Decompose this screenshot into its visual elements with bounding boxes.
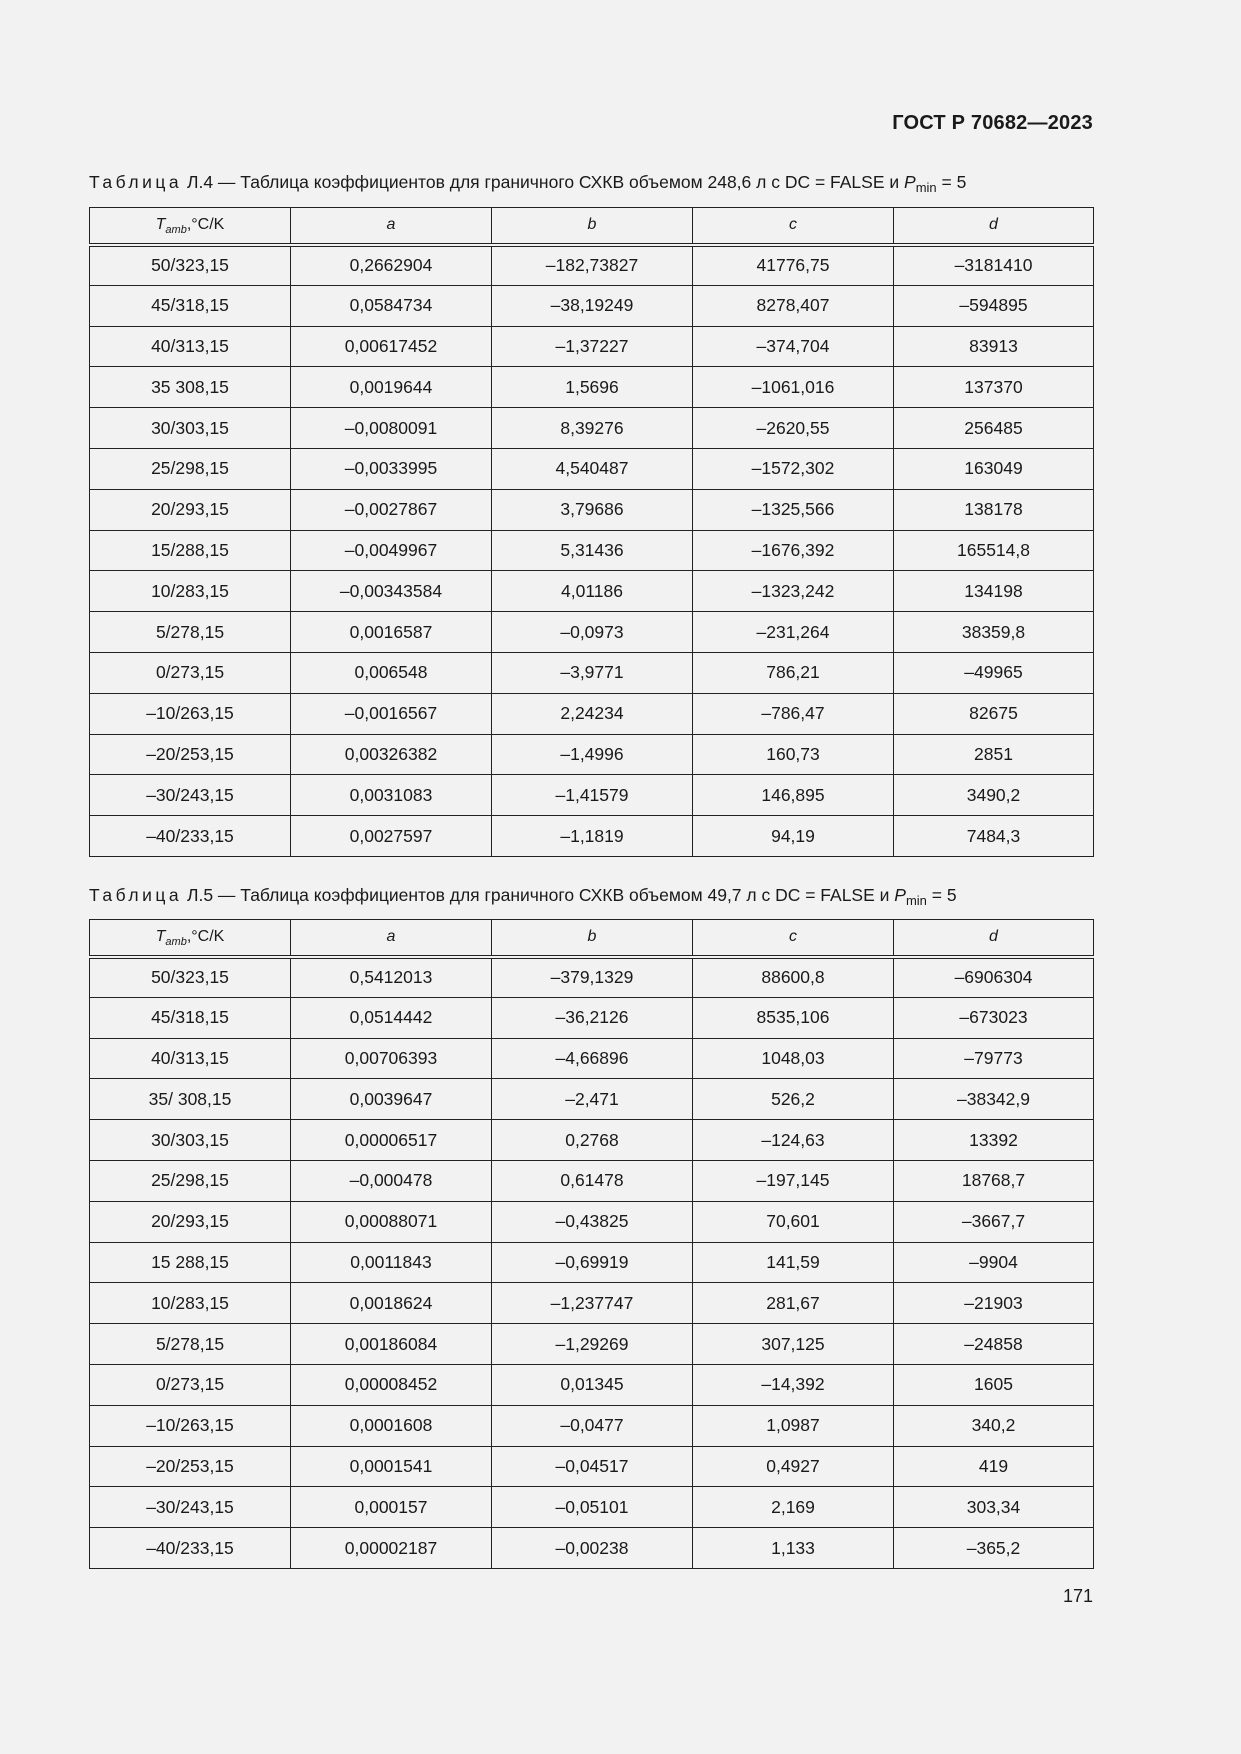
column-header-t: [90, 920, 291, 957]
cell-b: 0,2768: [492, 1120, 693, 1161]
table-row: [90, 1079, 1094, 1120]
column-header-a: a: [291, 920, 492, 957]
cell-b: 5,31436: [492, 530, 693, 571]
table-row: [90, 1283, 1094, 1324]
cell-temperature: –30/243,15: [90, 775, 291, 816]
document-header: ГОСТ Р 70682—2023: [892, 112, 1093, 134]
cell-a: –0,000478: [291, 1160, 492, 1201]
cell-b: –0,04517: [492, 1446, 693, 1487]
table-row: [90, 285, 1094, 326]
cell-b: 0,01345: [492, 1364, 693, 1405]
table-l5-caption-label: Таблица: [89, 885, 183, 905]
cell-c: 1048,03: [693, 1038, 894, 1079]
cell-a: 0,00006517: [291, 1120, 492, 1161]
cell-a: 0,0016587: [291, 612, 492, 653]
table-row: [90, 775, 1094, 816]
cell-d: 134198: [894, 571, 1094, 612]
t-subscript: amb: [165, 936, 187, 949]
table-row: [90, 1528, 1094, 1569]
cell-c: 70,601: [693, 1201, 894, 1242]
cell-c: 8535,106: [693, 997, 894, 1038]
cell-d: 165514,8: [894, 530, 1094, 571]
cell-a: 0,00706393: [291, 1038, 492, 1079]
cell-c: 1,0987: [693, 1405, 894, 1446]
table-l4: [89, 207, 1094, 857]
cell-b: –0,05101: [492, 1487, 693, 1528]
table-l5-caption-text: Л.5 — Таблица коэффициентов для граничного СХКВ объемом 49,7 л с DC = FALSE и: [182, 885, 895, 905]
table-l4-caption-sub: min: [915, 180, 937, 195]
cell-temperature: 10/283,15: [90, 1283, 291, 1324]
cell-c: –1323,242: [693, 571, 894, 612]
cell-b: –1,1819: [492, 816, 693, 857]
cell-temperature: 25/298,15: [90, 1160, 291, 1201]
cell-a: 0,0514442: [291, 997, 492, 1038]
table-l4-caption: [89, 172, 966, 193]
table-row: [90, 1242, 1094, 1283]
cell-c: 1,133: [693, 1528, 894, 1569]
cell-d: 7484,3: [894, 816, 1094, 857]
cell-b: –0,43825: [492, 1201, 693, 1242]
cell-c: 146,895: [693, 775, 894, 816]
table-row: [90, 245, 1094, 286]
cell-temperature: –20/253,15: [90, 734, 291, 775]
cell-d: 163049: [894, 448, 1094, 489]
cell-b: 4,540487: [492, 448, 693, 489]
cell-a: 0,00186084: [291, 1324, 492, 1365]
cell-temperature: 30/303,15: [90, 408, 291, 449]
table-l4-caption-tail: = 5: [936, 172, 967, 192]
cell-d: –594895: [894, 285, 1094, 326]
table-row: [90, 408, 1094, 449]
cell-temperature: 50/323,15: [90, 957, 291, 998]
cell-d: –9904: [894, 1242, 1094, 1283]
cell-temperature: –10/263,15: [90, 1405, 291, 1446]
t-symbol: T: [155, 216, 166, 234]
table-l4-body: [90, 245, 1094, 857]
cell-c: –1572,302: [693, 448, 894, 489]
cell-a: 0,0011843: [291, 1242, 492, 1283]
cell-b: –1,29269: [492, 1324, 693, 1365]
t-unit: ,°C/K: [186, 928, 225, 946]
cell-temperature: 45/318,15: [90, 285, 291, 326]
cell-b: –36,2126: [492, 997, 693, 1038]
cell-b: 1,5696: [492, 367, 693, 408]
cell-a: –0,0080091: [291, 408, 492, 449]
cell-c: –197,145: [693, 1160, 894, 1201]
table-row: [90, 1405, 1094, 1446]
cell-a: 0,0001541: [291, 1446, 492, 1487]
table-row: [90, 1364, 1094, 1405]
table-l4-caption-p: P: [904, 172, 916, 192]
cell-d: –365,2: [894, 1528, 1094, 1569]
cell-temperature: –20/253,15: [90, 1446, 291, 1487]
cell-a: 0,00002187: [291, 1528, 492, 1569]
cell-b: –1,4996: [492, 734, 693, 775]
cell-d: 303,34: [894, 1487, 1094, 1528]
table-row: [90, 1201, 1094, 1242]
cell-temperature: 20/293,15: [90, 489, 291, 530]
cell-temperature: 35/ 308,15: [90, 1079, 291, 1120]
cell-c: 526,2: [693, 1079, 894, 1120]
table-l5-caption-tail: = 5: [926, 885, 957, 905]
table-row: [90, 1487, 1094, 1528]
table-row: [90, 1120, 1094, 1161]
table-l5-caption-p: P: [894, 885, 906, 905]
cell-a: 0,006548: [291, 652, 492, 693]
cell-b: –0,0973: [492, 612, 693, 653]
cell-b: 0,61478: [492, 1160, 693, 1201]
cell-temperature: 15 288,15: [90, 1242, 291, 1283]
cell-temperature: 40/313,15: [90, 1038, 291, 1079]
cell-c: 141,59: [693, 1242, 894, 1283]
table-row: [90, 997, 1094, 1038]
column-header-b: b: [492, 208, 693, 245]
table-row: [90, 957, 1094, 998]
table-row: [90, 1324, 1094, 1365]
table-row: [90, 326, 1094, 367]
cell-a: 0,0031083: [291, 775, 492, 816]
cell-d: –3181410: [894, 245, 1094, 286]
cell-b: –0,00238: [492, 1528, 693, 1569]
column-header-c: c: [693, 208, 894, 245]
cell-c: –14,392: [693, 1364, 894, 1405]
table-header-row: [90, 208, 1094, 245]
cell-a: 0,5412013: [291, 957, 492, 998]
cell-temperature: 35 308,15: [90, 367, 291, 408]
cell-c: –2620,55: [693, 408, 894, 449]
cell-temperature: –30/243,15: [90, 1487, 291, 1528]
cell-d: 83913: [894, 326, 1094, 367]
table-l5: [89, 919, 1094, 1569]
cell-temperature: 25/298,15: [90, 448, 291, 489]
cell-d: 13392: [894, 1120, 1094, 1161]
cell-c: 0,4927: [693, 1446, 894, 1487]
t-symbol: T: [155, 928, 166, 946]
cell-a: –0,0016567: [291, 693, 492, 734]
table-row: [90, 367, 1094, 408]
cell-b: 3,79686: [492, 489, 693, 530]
t-subscript: amb: [165, 224, 187, 237]
cell-d: –6906304: [894, 957, 1094, 998]
cell-c: –124,63: [693, 1120, 894, 1161]
table-row: [90, 1160, 1094, 1201]
cell-a: 0,0039647: [291, 1079, 492, 1120]
cell-c: 281,67: [693, 1283, 894, 1324]
table-row: [90, 530, 1094, 571]
cell-d: 137370: [894, 367, 1094, 408]
cell-b: –1,41579: [492, 775, 693, 816]
cell-d: 340,2: [894, 1405, 1094, 1446]
cell-a: 0,0001608: [291, 1405, 492, 1446]
cell-b: 4,01186: [492, 571, 693, 612]
cell-c: –231,264: [693, 612, 894, 653]
cell-d: –79773: [894, 1038, 1094, 1079]
cell-d: –21903: [894, 1283, 1094, 1324]
cell-temperature: 10/283,15: [90, 571, 291, 612]
table-header-row: [90, 920, 1094, 957]
table-row: [90, 448, 1094, 489]
table-row: [90, 693, 1094, 734]
cell-temperature: 0/273,15: [90, 1364, 291, 1405]
table-row: [90, 652, 1094, 693]
cell-d: –49965: [894, 652, 1094, 693]
cell-d: 256485: [894, 408, 1094, 449]
cell-c: 2,169: [693, 1487, 894, 1528]
table-row: [90, 1446, 1094, 1487]
cell-c: –1061,016: [693, 367, 894, 408]
cell-a: –0,0033995: [291, 448, 492, 489]
cell-b: 2,24234: [492, 693, 693, 734]
cell-temperature: 45/318,15: [90, 997, 291, 1038]
cell-temperature: –40/233,15: [90, 1528, 291, 1569]
cell-b: –38,19249: [492, 285, 693, 326]
cell-d: 3490,2: [894, 775, 1094, 816]
cell-temperature: 40/313,15: [90, 326, 291, 367]
cell-d: 138178: [894, 489, 1094, 530]
table-l4-caption-text: Л.4 — Таблица коэффициентов для граничного СХКВ объемом 248,6 л с DC = FALSE и: [182, 172, 905, 192]
cell-a: –0,0027867: [291, 489, 492, 530]
cell-b: –0,69919: [492, 1242, 693, 1283]
column-header-d: d: [894, 920, 1094, 957]
column-header-a: a: [291, 208, 492, 245]
cell-b: –3,9771: [492, 652, 693, 693]
cell-c: –374,704: [693, 326, 894, 367]
cell-d: 419: [894, 1446, 1094, 1487]
cell-c: 307,125: [693, 1324, 894, 1365]
cell-b: –1,237747: [492, 1283, 693, 1324]
table-l4-caption-label: Таблица: [89, 172, 183, 192]
cell-a: 0,0019644: [291, 367, 492, 408]
table-row: [90, 489, 1094, 530]
cell-d: 82675: [894, 693, 1094, 734]
column-header-c: c: [693, 920, 894, 957]
cell-b: –1,37227: [492, 326, 693, 367]
table-row: [90, 816, 1094, 857]
cell-b: –379,1329: [492, 957, 693, 998]
cell-temperature: 0/273,15: [90, 652, 291, 693]
cell-d: 1605: [894, 1364, 1094, 1405]
cell-temperature: –40/233,15: [90, 816, 291, 857]
cell-c: 88600,8: [693, 957, 894, 998]
cell-c: 8278,407: [693, 285, 894, 326]
cell-d: –38342,9: [894, 1079, 1094, 1120]
cell-temperature: –10/263,15: [90, 693, 291, 734]
cell-a: –0,0049967: [291, 530, 492, 571]
cell-temperature: 5/278,15: [90, 1324, 291, 1365]
cell-c: 94,19: [693, 816, 894, 857]
cell-d: –3667,7: [894, 1201, 1094, 1242]
table-row: [90, 734, 1094, 775]
cell-temperature: 15/288,15: [90, 530, 291, 571]
table-l5-caption-sub: min: [905, 893, 927, 908]
cell-temperature: 50/323,15: [90, 245, 291, 286]
cell-c: –786,47: [693, 693, 894, 734]
cell-d: –673023: [894, 997, 1094, 1038]
table-row: [90, 571, 1094, 612]
cell-temperature: 5/278,15: [90, 612, 291, 653]
column-header-b: b: [492, 920, 693, 957]
cell-b: –0,0477: [492, 1405, 693, 1446]
cell-b: 8,39276: [492, 408, 693, 449]
cell-c: 160,73: [693, 734, 894, 775]
cell-a: 0,2662904: [291, 245, 492, 286]
cell-temperature: 20/293,15: [90, 1201, 291, 1242]
cell-a: 0,00326382: [291, 734, 492, 775]
cell-a: 0,000157: [291, 1487, 492, 1528]
cell-d: –24858: [894, 1324, 1094, 1365]
t-unit: ,°C/K: [186, 216, 225, 234]
cell-a: 0,00088071: [291, 1201, 492, 1242]
table-row: [90, 612, 1094, 653]
page-number: 171: [1062, 1586, 1093, 1606]
cell-a: 0,0018624: [291, 1283, 492, 1324]
cell-c: –1325,566: [693, 489, 894, 530]
cell-a: 0,0027597: [291, 816, 492, 857]
cell-c: 786,21: [693, 652, 894, 693]
cell-b: –182,73827: [492, 245, 693, 286]
cell-b: –2,471: [492, 1079, 693, 1120]
column-header-t: [90, 208, 291, 245]
cell-c: 41776,75: [693, 245, 894, 286]
table-row: [90, 1038, 1094, 1079]
cell-d: 18768,7: [894, 1160, 1094, 1201]
cell-c: –1676,392: [693, 530, 894, 571]
cell-a: –0,00343584: [291, 571, 492, 612]
cell-b: –4,66896: [492, 1038, 693, 1079]
cell-d: 38359,8: [894, 612, 1094, 653]
cell-a: 0,00008452: [291, 1364, 492, 1405]
table-l5-caption: [89, 885, 957, 906]
cell-temperature: 30/303,15: [90, 1120, 291, 1161]
column-header-d: d: [894, 208, 1094, 245]
table-l5-body: [90, 957, 1094, 1569]
cell-d: 2851: [894, 734, 1094, 775]
cell-a: 0,0584734: [291, 285, 492, 326]
cell-a: 0,00617452: [291, 326, 492, 367]
